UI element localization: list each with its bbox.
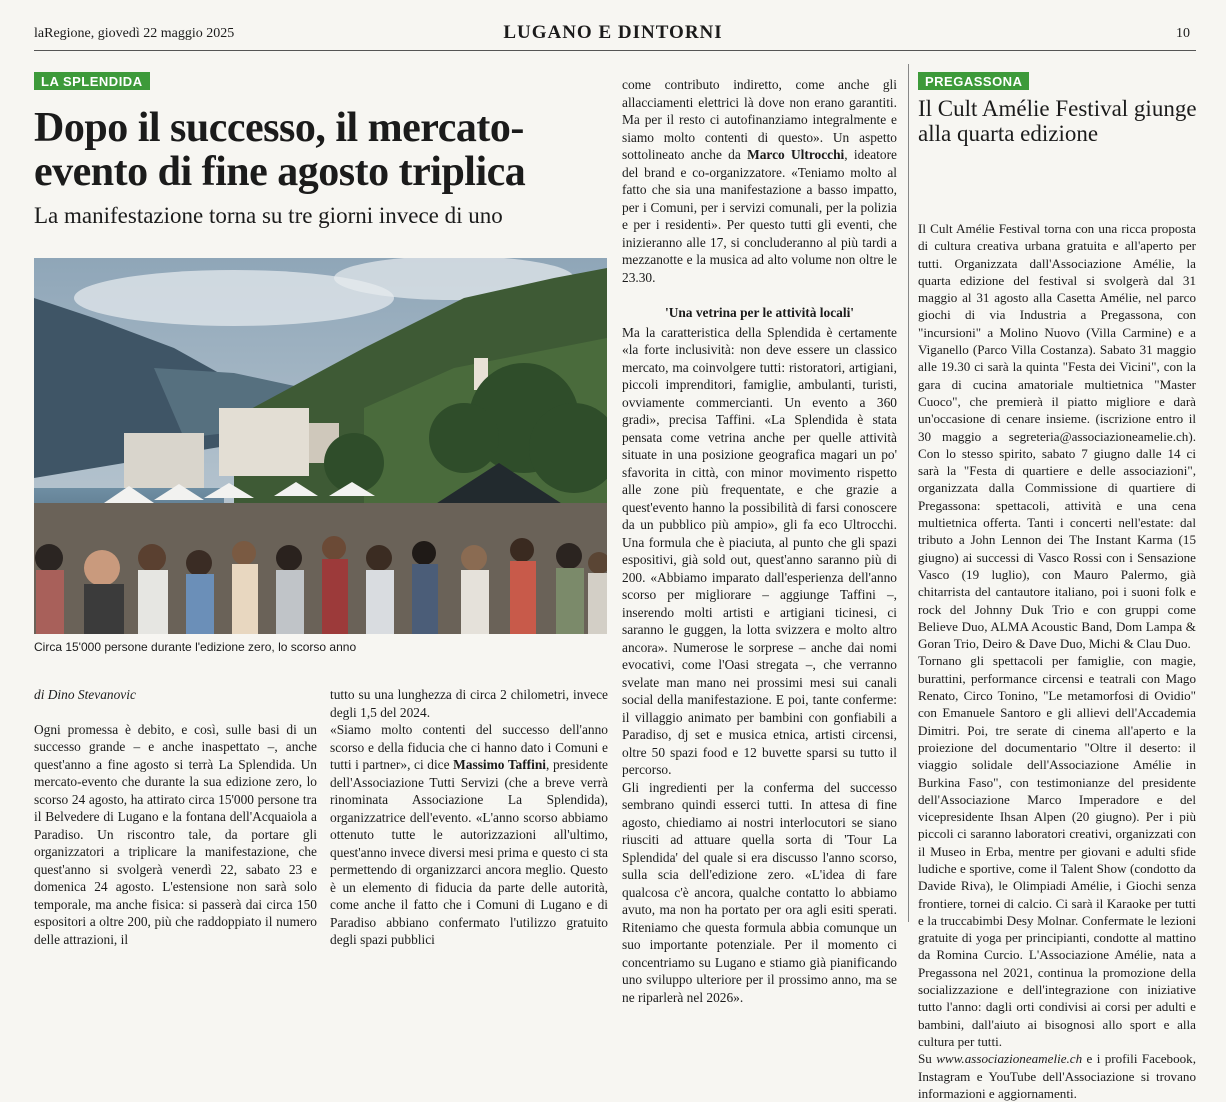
side-kicker-wrap <box>918 72 1029 91</box>
article-column-2 <box>330 686 608 949</box>
side-paragraph: Il Cult Amélie Festival torna con una ricca proposta di cultura creativa urbana gratuita e all'aperto per tutti. Organizzata dall'Associazione Amélie, la quarta edizione del festival si svolgerà dal 31 maggio al 31 agosto alla Casetta Amélie, nel parco giochi di via Industria a Pregassona, con "incursioni" a Molino Nuovo (Villa Carmine) e a Viganello (Parco Villa Costanza). Sabato 31 maggio alle 19.30 ci sarà la quinta "Festa dei Vicini", con la gara di cucina amatoriale multietnica "Master Cuoco", che premierà il piatto migliore e darà un'occasione di cenare insieme. (iscrizione entro il 30 maggio a segreteria@associazioneamelie.ch). Con lo stesso spirito, sabato 7 giugno dalle 14 ci sarà la "Festa di quartiere e delle associazioni", organizzata dalla Commissione di quartiere di Pregassona: spettacoli, attività e una cena multietnica offerta. Tanti i concerti nell'estate: dal tributo a John Lennon dei The Instant Karma (15 giugno) ai successi di Vasco Rossi con i Sensazione Vasco (19 luglio), con Mauro Palermo, già chitarrista del cantautore italiano, poi i suoni folk e rock del Johnny Duk Trio e con gruppi come Believe Duo, ALMA Acoustic Band, Dom Lampa & Goran Trio, Deiro & Dave Duo, Michi & Clau Duo. <box>918 221 1196 652</box>
article-paragraph <box>330 721 608 949</box>
article-paragraph: Gli ingredienti per la conferma del successo sembrano quindi esserci tutti. In attesa di fine agosto, chiediamo ai nostri interlocutori se siano riusciti ad attuare quella sorta di 'Tour La Splendida' del quale si era discusso l'anno scorso, sulla scia dell'edizione zero. «L'idea di fare qualcosa c'è ancora, qualche contatto lo abbiamo avuto, ma non ha portato per ora agli esiti sperati. Riteniamo che questa formula abbia comunque un suo importante potenziale. Per il momento ci concentriamo su Lugano e stiamo già pianificando uno sviluppo ulteriore per il prossimo anno, ma se ne riparlerà nel 2026». <box>622 779 897 1005</box>
article-paragraph: Ogni promessa è debito, e così, sulle basi di un successo grande – e anche inaspettato –, anche quest'anno a fine agosto si terrà La Splendida. Un mercato-evento che durante la sua edizione zero, lo scorso 24 agosto, ha attirato circa 15'000 persone tra il Belvedere di Lugano e la fontana dell'Acquaiola a Paradiso. Un riscontro tale, da portare gli organizzatori a triplicare la manifestazione, che quest'anno si svolgerà venerdì 22, sabato 23 e domenica 24 agosto. L'estensione non sarà solo temporale, ma anche fisica: si passerà dai circa 150 espositori a oltre 200, più che raddoppiato il numero delle attrazioni, il <box>34 721 317 947</box>
side-kicker: PREGASSONA <box>918 72 1029 90</box>
side-headline: Il Cult Amélie Festival giunge alla quarta edizione <box>918 96 1197 146</box>
website-link[interactable]: www.associazioneamelie.ch <box>936 1051 1083 1067</box>
text-run: e i profili Facebook, Instagram e YouTube dell'Associazione si trovano informazioni e aggiornamenti. <box>918 1051 1196 1101</box>
lakeside-crowd-illustration <box>34 258 607 634</box>
main-kicker: LA SPLENDIDA <box>34 72 150 90</box>
quoted-person-name: Massimo Taffini <box>453 757 547 772</box>
article-paragraph: Ma la caratteristica della Splendida è certamente «la forte inclusività: non deve essere un classico mercato, ma coinvolgere tutti: ristoratori, artigiani, piccoli imprenditori, famiglie, ambulanti, turisti, ovviamente commercianti. Un evento a 360 gradi», precisa Taffini. «La Splendida è stata pensata come vetrina anche per quelle attività situate in una posizione geografica magari un po' sfavorita in città, con minor movimento rispetto alle zone più frequentate, e che grazie a quest'evento hanno la possibilità di farsi conoscere da un pubblico più ampio», gli fa eco Ultrocchi. Una formula che è piaciuta, al punto che gli spazi espositivi, già sold out, quest'anno saranno più di 200. «Abbiamo imparato dall'esperienza dell'anno scorso per migliorare – aggiunge Taffini –, inserendo molti artisti e artigiani ticinesi, ci saranno le guggen, la lotta svizzera e molto altro ancora». Numerose le sorprese – anche dai nomi evocativi, come l'Oasi stregata –, che verranno svelate man mano nei prossimi mesi sui canali social della manifestazione. E poi, tante conferme: il villaggio animato per bambini con gonfiabili a Paradiso, dj set e musica etnica, artisti circensi, oltre 50 spazi food e 12 buvette sparsi su tutto il percorso. <box>622 324 897 777</box>
byline: di Dino Stevanovic <box>34 687 136 702</box>
text-run: , presidente dell'Associazione Tutti Servizi (che a breve verrà rinominata Associazione La Splendida), organizzatrice dell'evento. «L'anno scorso abbiamo ottenuto tutte le autorizzazioni all'ultimo, quest'anno invece diversi mesi prima e questo ci sta permettendo di organizzarci ancora meglio. Questo è un elemento di fiducia da parte delle autorità, come anche il fatto che i Comuni di Lugano e di Paradiso abbiano confermato l'utilizzo gratuito degli spazi pubblici <box>330 757 608 947</box>
side-paragraph <box>918 1050 1196 1102</box>
event-photo <box>34 258 607 634</box>
text-run: , ideatore del brand e co-organizzatore. «Teniamo molto al fatto che sia una manifestazione a basso impatto, per i Comuni, per i servizi comunali, per la polizia e per i residenti». Per questo tutti gli eventi, che inizieranno alle 17, si concluderanno al più tardi a mezzanotte e la musica ad alto volume non oltre le 23.30. <box>622 147 897 285</box>
masthead-date: laRegione, giovedì 22 maggio 2025 <box>34 26 235 41</box>
article-column-3 <box>622 76 897 1006</box>
main-subhead: La manifestazione torna su tre giorni invece di uno <box>34 203 503 228</box>
article-column-1 <box>34 686 317 948</box>
masthead-rule <box>34 50 1196 51</box>
main-kicker-wrap <box>34 72 150 91</box>
photo-caption: Circa 15'000 persone durante l'edizione zero, lo scorso anno <box>34 640 357 654</box>
article-paragraph <box>622 76 897 286</box>
quoted-person-name: Marco Ultrocchi <box>747 147 845 162</box>
section-title: LUGANO E DINTORNI <box>503 22 723 43</box>
side-article <box>918 220 1196 1102</box>
section-subheading: 'Una vetrina per le attività locali' <box>664 305 855 320</box>
main-headline: Dopo il successo, il mercato-evento di fine agosto triplica <box>34 105 526 195</box>
page-number: 10 <box>1176 26 1190 41</box>
side-paragraph: Tornano gli spettacoli per famiglie, con magie, burattini, performance circensi e teatrali con Mago Renato, Circo Tonino, "Le metamorfosi di Ovidio" con Emanuele Santoro e gli allievi dell'Accademia Dimitri. Poi, tre serate di cinema all'aperto e la proiezione del documentario "Oltre il deserto: il viaggio solidale dell'Associazione Amélie in Burkina Faso", con testimonianze del presidente dell'Associazione Marco Imperadore e del vicepresidente Ihsan Alpen (20 giugno). Per i più piccoli ci saranno laboratori creativi, organizzati con il Museo in Erba, mentre per giovani e adulti sfide ludiche e sportive, come il Talent Show (condotto da Davide Riva), le Olimpiadi Amélie, i Giochi senza frontiere, tornei di calcio. Ci sarà il Karaoke per tutti e la truccabimbi Desy Molnar. Confermate le lezioni gratuite di yoga per principianti, condotte al mattino da Romina Curcio. L'Associazione Amélie, nata a Pregassona nel 2021, continua la promozione della socializzazione e dell'integrazione con iniziative tutto l'anno: dagli orti condivisi ai corsi per adulti e bambini, dall'aiuto ai bisognosi allo sport e alla cultura per tutti. <box>918 653 1196 1049</box>
text-run: «Siamo molto contenti del successo dell'anno scorso e della fiducia che ci hanno dato i Comuni e tutti i partner», ci dice <box>330 722 608 772</box>
article-paragraph: tutto su una lunghezza di circa 2 chilometri, invece degli 1,5 del 2024. <box>330 687 608 720</box>
column-divider <box>908 64 909 922</box>
text-run: come contributo indiretto, come anche gli allacciamenti elettrici là dove non erano garantiti. Ma per il resto ci autofinanziamo integralmente e siamo molto contenti di questo». Un aspetto sottolineato anche da <box>622 77 897 162</box>
text-run: Su <box>918 1051 937 1067</box>
